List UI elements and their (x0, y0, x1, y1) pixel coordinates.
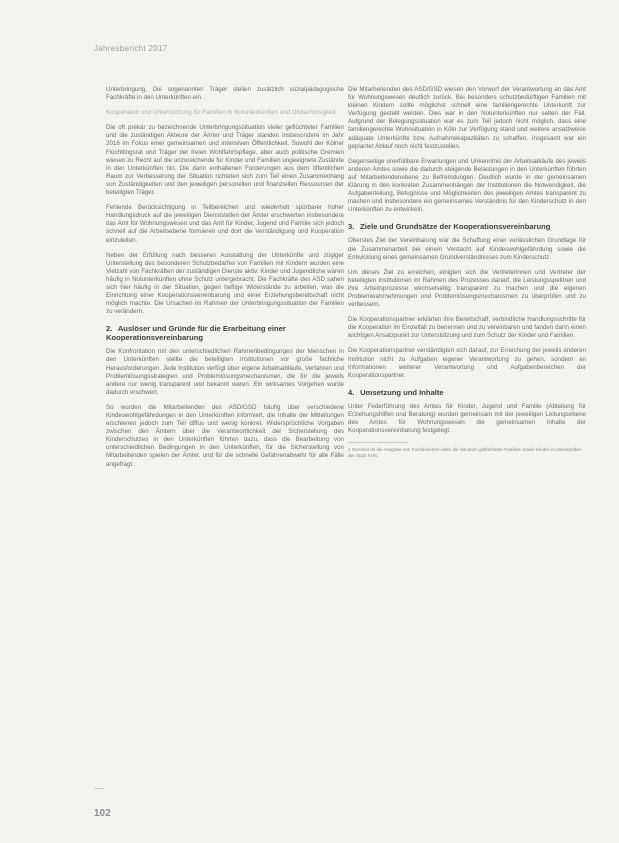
paragraph: Die oft prekär zu bezeichnende Unterbringungssituation vieler geflüchteter Familien und die zuständigen Akteure der Ämter und Träger standen insbesondere im Jahr 2016 im Fokus einer gemeinsamen und intensiven Öffentlichkeit. Sowohl der Kölner Flüchtlingsrat und Träger der freien Wohlfahrtspflege, aber auch politische Gremien wiesen zu Recht auf die unzureichende für Kinder und Familien ungeeignete Zustände in den Unterkünften hin. Die darin enthaltenen Forderungen aus dem öffentlichen Raum zur Verbesserung der Situation richteten sich zum Teil einen Zusammenhang von Zuständigkeiten und den jeweiligen personellen und finanziellen Ressourcen der beteiligten Träger. (106, 124, 344, 197)
section-title: Umsetzung und Inhalte (360, 387, 444, 397)
page-number: 102 (94, 808, 111, 819)
paragraph: Die Kooperationspartner verständigten sich darauf, zur Erreichung der jeweils anderen Institution nicht zu Aufgaben eigener Verantwortung zu gehen, sondern an Informationen weiterer Verantwortung und Aufgabenbereichen der Kooperationspartner. (348, 347, 586, 379)
section-title: Ziele und Grundsätze der Kooperationsvereinbarung (360, 222, 551, 232)
footnote-divider (348, 442, 408, 443)
paragraph: Fehlende Berücksichtigung in Teilbereichen und wiederholt spürbarer hoher Handlungsdruck auf die jeweiligen Dienststellen der Ämter erschwerten insbesondere das Amt für Wohnungswesen und das Amt für Kinder, Jugend und Familie sich jedoch schnell auf die Arbeitsebene formieren und dort die Verständigung und Kooperation einzuleiten. (106, 204, 344, 244)
paragraph: Gegenseitige unerfüllbare Erwartungen und Unkenntnis der Arbeitsabläufe des jeweils anderen Amtes sowie die dadurch steigende Belastungen in den Unterkünften führten auf Mitarbeitendenebene zu Befremdungen. Deutlich wurde in der gemeinsamen Klärung in den konkreten Zusammenhängen der Institutionen die Notwendigkeit, die Aufgabenteilung, Befugnisse und Möglichkeiten des jeweiligen Amtes transparent zu machen und insbesondere ein gemeinsames Verständnis für den Kinderschutz in den Unterkünften zu entwickeln. (348, 157, 586, 214)
section-number: 2. (106, 324, 113, 334)
section-heading-3 (348, 222, 586, 231)
right-column (348, 86, 586, 459)
paragraph: Unterbringung. Die sogenannten Träger stellen zusätzlich sozialpädagogische Fachkräfte in den Unterkünften ein. (106, 86, 344, 102)
section-heading-4 (348, 388, 586, 397)
subheading-faint: Kooperation und Unterstützung für Familien in Notunterkünften und Obdachlosigkeit (106, 109, 336, 117)
paragraph: Die Mitarbeitenden des ASD/GSD wiesen den Vorwurf der Verantwortung an das Amt für Wohnungswesen deutlich zurück. Bei besonders schutzbedürftigen Familien mit kleinen Kindern sollte möglichst schnell eine familiengerechte Unterkunft zur Verfügung gestellt werden. Dies war in den Notunterkünften nur selten der Fall. Aufgrund der Belegungssituation war es zum Teil jedoch nicht möglich, dass eine familiengerechte Wohnsituation in Köln zur Verfügung stand und weitere ansatzweise adäquate Unterkünfte bzw. Aufnahmekapazitäten zu schaffen. Insgesamt war ein geplanter Ablauf noch nicht festzustellen. (348, 86, 586, 150)
margin-rule (94, 788, 104, 789)
paragraph: Oberstes Ziel der Vereinbarung war die Schaffung einer verlässlichen Grundlage für die Zusammenarbeit bei einem Verdacht auf Kindeswohlgefährdung sowie die Entwicklung eines gemeinsamen Grundverständnisses zum Kinderschutz. (348, 237, 586, 261)
footnote: 1 Gemeint ist die Ausgabe von Fachberichten über die Situation geflüchteter Familien sowie Kinder in Unterkünften der Stadt Köln. (348, 447, 582, 459)
paragraph: Die Konfrontation mit den unterschiedlichen Rahmenbedingungen der Menschen in den Unterkünften stellte die beteiligten Institutionen vor große fachliche Herausforderungen. Jede Institution verfügt über eigene Arbeitsabläufe, Verfahren und Problemlösungsstrategien und Problemlösungsmechanismen, die für die jeweils andere nur wenig transparent und bekannt waren. Ein wirksames Vorgehen wurde dadurch erschwert. (106, 348, 344, 396)
paragraph: Unter Federführung des Amtes für Kinder, Jugend und Familie (Abteilung für Erziehungshilfen und Beratung) wurden gemeinsam mit der jeweiligen Leitungsebene des Amtes für Wohnungswesen die gemeinsamen Inhalte der Kooperationsvereinbarung festgelegt. (348, 402, 586, 435)
left-column (106, 86, 344, 476)
section-title: Auslöser und Gründe für die Erarbeitung einer Kooperationsvereinbarung (106, 324, 286, 343)
section-number: 3. (348, 222, 355, 232)
paragraph: Die Kooperationspartner erklärten ihre Bereitschaft, verbindliche Handlungsschritte für die Kooperation im Einzelfall zu benennen und zu vereinbaren und fanden darin einen wichtigen Ansatzpunkt zur Unterstützung und zum Schutz der Kinder und Familien. (348, 316, 586, 340)
paragraph: So wurden die Mitarbeitenden des ASD/GSD häufig über verschiedene Kindeswohlgefährdungen in den Unterkünften informiert, die Inhalte der Mitteilungen erschienen jedoch zum Teil diffus und wenig konkret. Widersprüchliche Vorgaben zwischen den Ämtern über die Verantwortlichkeit der Sicherstellung des Kinderschutzes in den Unterkünften führten dazu, dass die Bearbeitung von unterschiedlichen Bedingungen in den Unterkünften, für die Sicherstellung von Mitarbeitenden spielen der Ämter, und für die schnelle Gefahrenabwehr für alle Fälle angefragt. (106, 403, 344, 468)
paragraph: Neben der Erfüllung nach besseren Ausstattung der Unterkünfte und zügiger Unterstellung des besonderen Schutzbedarfes von Familien mit Kindern wurden eine Vielzahl von Fachkräften der zuständigen Dienste aktiv. Kinder und Jugendliche waren häufig in Notunterkünften ohne Schutz untergebracht. Die Fachkräfte des ASD sahen sich hier häufig in der Situation, gegen heftige Widerstände zu arbeiten, was die Einrichtung einer Kooperationsvereinbarung und einer Erziehungsbereitschaft nicht möglich machte. Die Ursachen im Rahmen der Unterbringungssituation der Familien zu verändern. (106, 251, 344, 316)
running-header: Jahresbericht 2017 (94, 44, 168, 53)
section-heading-2 (106, 324, 344, 342)
paragraph: Um dieses Ziel zu erreichen, einigten sich die Vertreterinnen und Vertreter der beteiligten Institutionen im Rahmen des Prozesses darauf, die Leistungsspektren und ihre Arbeitsprozesse wechselseitig transparent zu machen und die eigenen Problemwahrnehmungen und Problemlösungsmechanismen zu überprüfen und zu verbessern. (348, 268, 586, 309)
section-number: 4. (348, 387, 355, 397)
